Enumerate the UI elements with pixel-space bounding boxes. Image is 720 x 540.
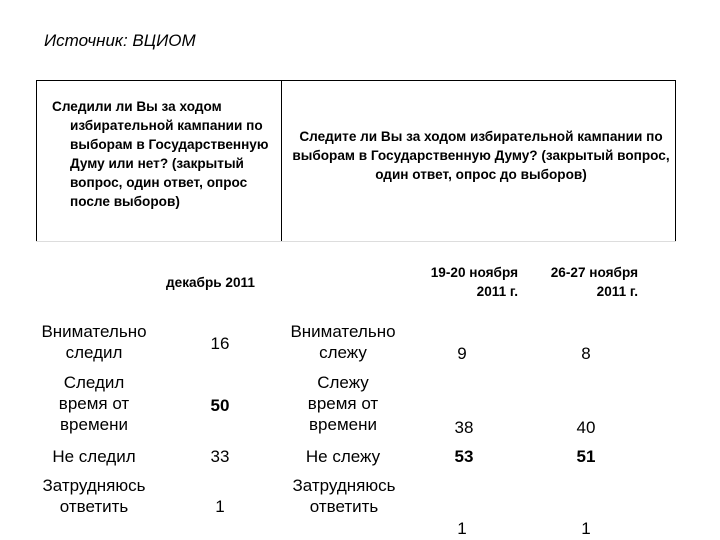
value-nov19-attentive: 9 (457, 344, 467, 363)
source-caption: Источник: ВЦИОМ (44, 31, 196, 50)
value-nov19-sometimes: 38 (454, 418, 474, 437)
value-dec-unsure: 1 (215, 497, 225, 516)
column-header-december: декабрь 2011 (166, 275, 255, 290)
value-nov26-sometimes: 40 (576, 418, 596, 437)
row-label-attentive-after: Внимательно следил (41, 322, 147, 362)
row-label-attentive-before: Внимательно слежу (290, 322, 396, 362)
row-label-unsure-after: Затрудняюсь ответить (42, 476, 146, 516)
column-header-nov-26-27: 26-27 ноября 2011 г. (550, 265, 638, 299)
row-label-not-before: Не слежу (305, 447, 381, 466)
question-after-first-line: Следили ли Вы за ходом (52, 99, 222, 114)
question-before-election: Следите ли Вы за ходом избирательной кампании по выборам в Государственную Думу? (закрытый вопрос, один ответ, опрос до выборов) (292, 129, 670, 182)
value-nov26-not: 51 (576, 447, 596, 466)
value-nov19-unsure: 1 (457, 519, 467, 538)
row-label-sometimes-after: Следил время от времени (58, 373, 130, 434)
column-header-nov-19-20: 19-20 ноября 2011 г. (430, 265, 518, 299)
value-dec-sometimes: 50 (210, 396, 230, 415)
table-top-border (36, 80, 676, 81)
value-nov26-attentive: 8 (581, 344, 591, 363)
question-after-rest: избирательной кампании по выборам в Государственную Думу или нет? (закрытый вопрос, один ответ, опрос после выборов) (70, 118, 269, 209)
row-label-unsure-before: Затрудняюсь ответить (292, 476, 396, 516)
question-after-election (52, 97, 274, 211)
table-left-border (36, 80, 37, 242)
header-divider (36, 241, 676, 242)
value-nov26-unsure: 1 (581, 519, 591, 538)
value-dec-attentive: 16 (210, 334, 230, 353)
row-label-not-after: Не следил (52, 447, 136, 466)
value-nov19-not: 53 (454, 447, 474, 466)
value-dec-not: 33 (210, 447, 230, 466)
table-middle-border (281, 80, 282, 242)
row-label-sometimes-before: Слежу время от времени (307, 373, 379, 434)
table-right-border (675, 80, 676, 242)
